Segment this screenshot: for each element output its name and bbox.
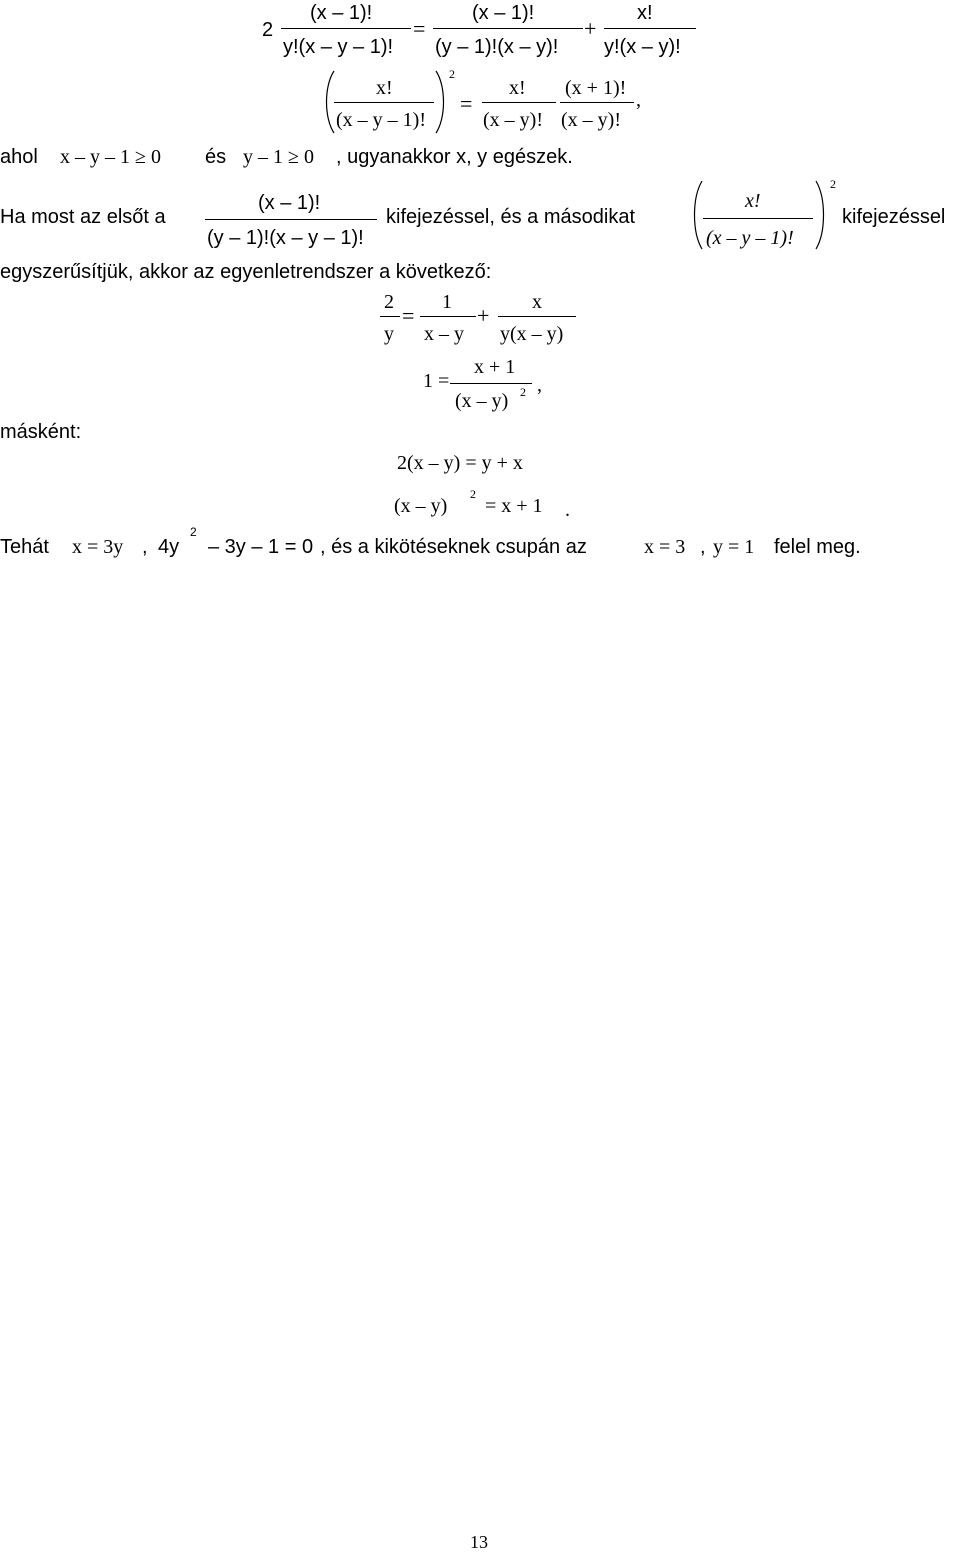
- fraction-denominator: (x – y – 1)!: [706, 227, 794, 249]
- fraction-numerator: (x + 1)!: [565, 77, 627, 99]
- text-kifejezessel-masodikat: kifejezéssel, és a másodikat: [386, 206, 636, 228]
- equation-rhs: = x + 1: [485, 495, 543, 517]
- fraction-bar: [450, 383, 532, 384]
- fraction-numerator: (x – 1)!: [310, 2, 373, 24]
- exponent: 2: [520, 385, 526, 399]
- fraction-numerator: x: [532, 291, 542, 313]
- equation-text: 2(x – y) = y + x: [397, 452, 523, 474]
- comma: ,: [537, 374, 542, 396]
- fraction-denominator: (y – 1)!(x – y)!: [435, 36, 559, 58]
- right-parenthesis: [814, 180, 828, 250]
- equals-sign: =: [413, 16, 426, 41]
- fraction-numerator: x!: [509, 77, 526, 99]
- fraction-bar: [703, 218, 813, 219]
- fraction-denominator: y!(x – y)!: [604, 36, 681, 58]
- fraction-bar: [281, 28, 411, 29]
- fraction-numerator: (x – 1)!: [472, 2, 535, 24]
- fraction-numerator: x + 1: [474, 356, 516, 378]
- solution-x: x = 3: [644, 536, 686, 558]
- conclusion-text: , és a kikötéseknek csupán az: [320, 536, 587, 558]
- plus-sign: +: [477, 303, 490, 328]
- page-number: 13: [470, 1532, 488, 1552]
- fraction-numerator: 2: [384, 291, 394, 313]
- fraction-denominator: (x – y – 1)!: [336, 109, 426, 131]
- relation-x-3y: x = 3y: [72, 536, 124, 558]
- comma: ,: [636, 89, 641, 111]
- fraction-numerator: 1: [442, 291, 452, 313]
- fraction-denominator: (x – y): [455, 390, 509, 412]
- equation-lhs: (x – y): [394, 495, 448, 517]
- poly-rest: – 3y – 1 = 0: [208, 536, 314, 558]
- exponent: 2: [470, 487, 476, 501]
- comma: ,: [142, 536, 148, 558]
- fraction-bar: [433, 28, 583, 29]
- fraction-numerator: (x – 1)!: [258, 192, 321, 214]
- fraction-denominator: (y – 1)!(x – y – 1)!: [207, 227, 364, 249]
- conclusion-end: felel meg.: [774, 536, 861, 558]
- fraction-bar: [482, 102, 556, 103]
- fraction-bar: [604, 28, 696, 29]
- fraction-denominator: (x – y)!: [483, 109, 543, 131]
- exponent: 2: [190, 525, 197, 539]
- fraction-bar: [334, 102, 434, 103]
- lhs: 1 =: [423, 370, 450, 392]
- fraction-bar: [498, 316, 576, 317]
- equals-sign: =: [402, 303, 415, 328]
- fraction-bar: [420, 316, 476, 317]
- fraction-denominator: (x – y)!: [561, 109, 621, 131]
- coefficient: 2: [262, 19, 274, 41]
- text-ha-most: Ha most az elsőt a: [0, 206, 166, 228]
- intro-text: egyszerűsítjük, akkor az egyenletrendszer a következő:: [0, 261, 492, 283]
- word-tehat: Tehát: [0, 536, 49, 558]
- fraction-bar: [205, 219, 377, 220]
- condition-1: x – y – 1 ≥ 0: [60, 146, 161, 168]
- fraction-denominator: y!(x – y – 1)!: [283, 36, 394, 58]
- left-parenthesis: [690, 180, 704, 250]
- comma: ,: [700, 536, 706, 558]
- solution-y: y = 1: [713, 536, 755, 558]
- word-ahol: ahol: [0, 146, 38, 168]
- fraction-denominator: x – y: [424, 323, 464, 345]
- condition-2: y – 1 ≥ 0: [243, 146, 314, 168]
- word-es: és: [205, 146, 227, 168]
- condition-tail: , ugyanakkor x, y egészek.: [336, 146, 573, 168]
- fraction-denominator: y: [384, 323, 394, 345]
- plus-sign: +: [584, 16, 597, 41]
- fraction-numerator: x!: [637, 2, 653, 24]
- fraction-bar: [560, 102, 634, 103]
- fraction-numerator: x!: [745, 190, 761, 212]
- poly-term: 4y: [158, 536, 180, 558]
- maskent-label: másként:: [0, 421, 82, 443]
- fraction-bar: [380, 316, 400, 317]
- text-kifejezessel: kifejezéssel: [842, 206, 946, 228]
- right-parenthesis: [434, 70, 448, 134]
- exponent: 2: [449, 67, 455, 81]
- equals-sign: =: [460, 91, 473, 116]
- fraction-denominator: y(x – y): [500, 323, 564, 345]
- period: .: [565, 499, 570, 521]
- fraction-numerator: x!: [376, 77, 393, 99]
- exponent: 2: [830, 177, 836, 191]
